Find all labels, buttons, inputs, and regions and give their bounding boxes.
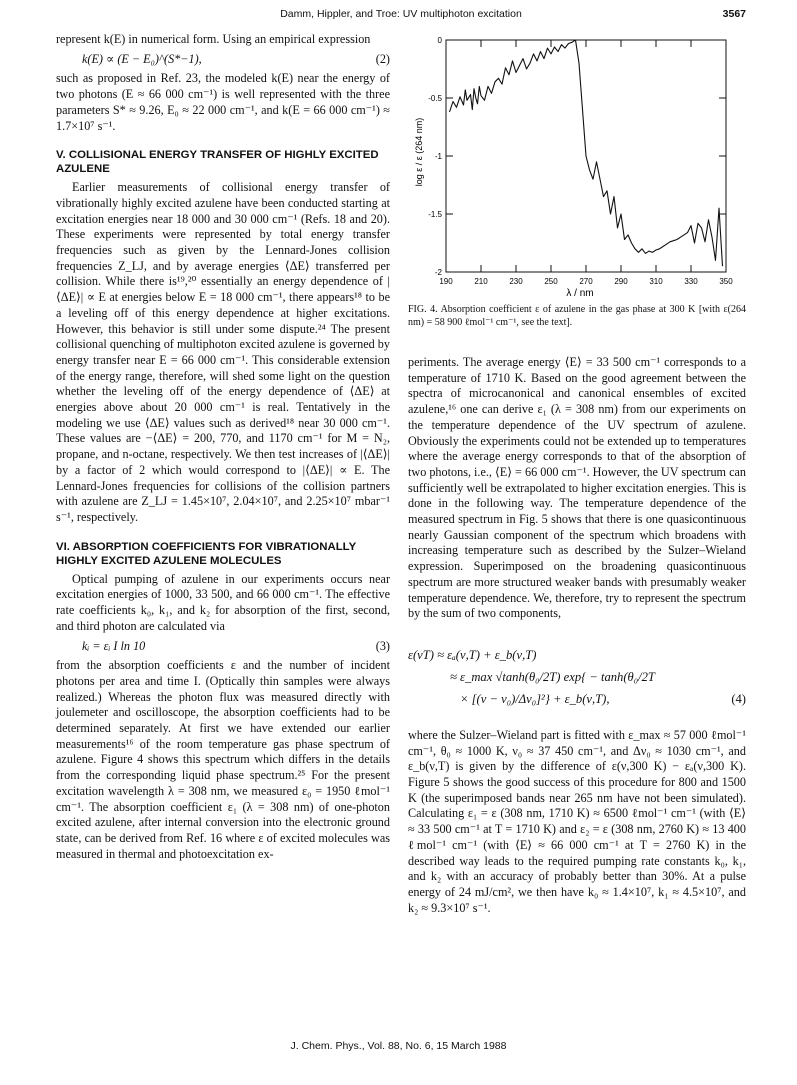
equation-body: k(E) ∝ (E − E₀)^(S*−1), xyxy=(82,51,202,66)
x-tick-label: 270 xyxy=(579,277,593,286)
equation-3 xyxy=(56,635,390,659)
figure-4 xyxy=(408,32,746,302)
paragraph: from the absorption coefficients ε and the number of incident photons per area and time I. (Optically thin samples were always realized.) Whereas the photon flux was measured directly with joulemeter and oscilloscope, the absorption coefficients had to be determined separately. At first we have extended our earlier measurements¹⁶ of the room temperature gas phase spectrum of azulene. Figure 4 shows this spectrum which differs in the details from the corresponding liquid phase spectrum.²⁵ For the present excitation wavelength λ = 308 nm, we measured ε₀ = 1950 ℓmol⁻¹ cm⁻¹. The absorption coefficient ε₁ (λ = 308 nm) of one-photon excited azulene, after internal conversion into the electronic ground state, can be derived from Ref. 16 where ε of excited molecules was measured in thermal and photoexcitation ex- xyxy=(56,658,390,861)
equation-line: ε(νT) ≈ εₐ(ν,T) + ε_b(ν,T) xyxy=(408,647,537,662)
x-tick-label: 310 xyxy=(649,277,663,286)
y-tick-label: -1.5 xyxy=(428,210,442,219)
right-column xyxy=(408,32,746,916)
absorption-chart xyxy=(408,32,746,302)
equation-line: ≈ ε_max √tanh(θ₀/2T) exp{ − tanh(θ₀/2T xyxy=(450,669,655,684)
equation-number: (4) xyxy=(731,691,746,706)
x-tick-label: 350 xyxy=(719,277,733,286)
left-column xyxy=(56,32,390,862)
y-tick-label: -2 xyxy=(434,268,442,277)
paragraph: represent k(E) in numerical form. Using an empirical expression xyxy=(56,32,371,46)
x-tick-label: 190 xyxy=(439,277,453,286)
section-heading: V. COLLISIONAL ENERGY TRANSFER OF HIGHLY EXCITED AZULENE xyxy=(56,149,379,176)
y-tick-label: 0 xyxy=(437,36,442,45)
paragraph: such as proposed in Ref. 23, the modeled k(E) near the energy of two photons (E ≈ 66 000 cm⁻¹) is well represented with the three parameters S* ≈ 9.26, E₀ ≈ 22 000 cm⁻¹, and k(E = 66 000 cm⁻¹) ≈ 1.7×10⁷ s⁻¹. xyxy=(56,71,390,133)
paragraph: Earlier measurements of collisional energy transfer of vibrationally highly excited azulene have been conducted starting at excitation energies near 18 000 and 30 000 cm⁻¹ (Refs. 18 and 20). These experiments were represented by total energy transfer frequencies such as given by the Lennard-Jones collision frequencies Z_LJ, and by average energies ⟨ΔE⟩ transferred per collision. While there is¹⁹,²⁰ essentially an energy dependence of |⟨ΔE⟩| ∝ E at energies below E = 18 000 cm⁻¹, there appears¹⁸ to be a leveling off of this energy dependence at higher excitations. However, this behavior is still under some dispute.²⁴ The present collisional quenching of multiphoton excited azulene is governed by energy transfer near E = 66 000 cm⁻¹. This considerable extension of the energy range, therefore, will shed some light on the question whether the leveling off of the energy dependence of ⟨ΔE⟩ at energies above about 20 000 cm⁻¹ is real. Tentatively in the modeling we use ⟨ΔE⟩ values such as derived¹⁸ near 30 000 cm⁻¹. These values are −⟨ΔE⟩ = 200, 770, and 1170 cm⁻¹ for M = N₂, propane, and n-octane, respectively. We then test increases of |⟨ΔE⟩| by a factor of 2 which would correspond to |⟨ΔE⟩| ∝ E. The Lennard-Jones frequencies for collisions of the collision partners with azulene are Z_LJ = 1.45×10⁷, 2.04×10⁷, and 2.25×10⁷ mbar⁻¹ s⁻¹, respectively. xyxy=(56,180,390,524)
equation-number: (2) xyxy=(375,51,390,66)
page-number: 3567 xyxy=(722,8,746,20)
figure-caption: FIG. 4. Absorption coefficient ε of azulene in the gas phase at 300 K [with ε(264 nm) = 58 900 ℓmol⁻¹ cm⁻¹, see the text]. xyxy=(408,304,746,328)
paragraph: Optical pumping of azulene in our experiments occurs near excitation energies of 1000, 33 500, and 66 000 cm⁻¹. The effective rate coefficients k₀, k₁, and k₂ for absorption of the first, second, and third photon are calculated via xyxy=(56,571,390,633)
running-header xyxy=(56,8,746,24)
x-axis-label: λ / nm xyxy=(566,288,594,299)
equation-4 xyxy=(408,644,746,710)
section-heading: VI. ABSORPTION COEFFICIENTS FOR VIBRATIONALLY HIGHLY EXCITED AZULENE MOLECULES xyxy=(56,540,356,567)
paragraph: periments. The average energy ⟨E⟩ = 33 500 cm⁻¹ corresponds to a temperature of 1710 K. Based on the good agreement between the spectra of microcanonical and canonical ensembles of excited azulene,¹⁶ one can derive ε₁ (λ = 308 nm) from our experiments on the temperature dependence of the UV spectrum of azulene. Obviously the experiments could not be extended up to temperatures where the average energy corresponds to that of the absorption of two photons, i.e., ⟨E⟩ = 66 000 cm⁻¹. However, the UV spectrum can sufficiently well be extrapolated to higher excitation energies. This is done in the following way. The temperature dependence of the measured spectrum in Fig. 5 shows that there is one quasicontinuous nearly Gaussian component of the spectrum which broadens with increasing temperature such as described by the Sulzer–Wieland expression. Superimposed on the broadening quasicontinuous spectrum are more structured weaker bands with presumably weaker temperature dependence. We, therefore, try to represent the spectrum by the sum of two components, xyxy=(408,355,746,621)
x-tick-label: 290 xyxy=(614,277,628,286)
y-tick-label: -1 xyxy=(434,152,442,161)
running-title: Damm, Hippler, and Troe: UV multiphoton excitation xyxy=(280,8,522,20)
x-tick-label: 210 xyxy=(474,277,488,286)
equation-number: (3) xyxy=(375,638,390,653)
equation-2 xyxy=(56,48,390,72)
journal-footer: J. Chem. Phys., Vol. 88, No. 6, 15 March 1988 xyxy=(290,1040,507,1052)
y-axis-label: log ε / ε (264 nm) xyxy=(414,117,424,187)
x-tick-label: 230 xyxy=(509,277,523,286)
paragraph: where the Sulzer–Wieland part is fitted with ε_max ≈ 57 000 ℓmol⁻¹ cm⁻¹, θ₀ ≈ 1000 K, ν₀ ≈ 37 450 cm⁻¹, and Δν₀ ≈ 1030 cm⁻¹, and ε_b(ν,T) is given by the difference of ε(ν,300 K) − εₐ(ν,300 K). Figure 5 shows the good success of this procedure for 800 and 1500 K (the superimposed bands near 265 nm have not been simulated). Calculating ε₁ = ε (308 nm, 1710 K) ≈ 6500 ℓmol⁻¹ cm⁻¹ (with ⟨E⟩ ≈ 33 500 cm⁻¹ at T = 1710 K) and ε₂ = ε (308 nm, 2760 K) ≈ 13 400 ℓmol⁻¹ cm⁻¹ (with ⟨E⟩ ≈ 66 000 cm⁻¹ at T = 2760 K) in the described way leads to the required pumping rate constants k₀, k₁, and k₂ with an accuracy of probably better than 30%. At a pulse energy of 24 mJ/cm², we then have k₀ ≈ 1.4×10⁷, k₁ ≈ 4.5×10⁷, and k₂ ≈ 9.3×10⁷ s⁻¹. xyxy=(408,727,746,915)
equation-body: kᵢ = εᵢ I ln 10 xyxy=(82,638,146,653)
x-tick-label: 250 xyxy=(544,277,558,286)
equation-line: × [(ν − ν₀)/Δν₀]²} + ε_b(ν,T), xyxy=(460,691,610,706)
spectrum-line xyxy=(450,40,723,266)
x-tick-label: 330 xyxy=(684,277,698,286)
y-tick-label: -0.5 xyxy=(428,94,442,103)
